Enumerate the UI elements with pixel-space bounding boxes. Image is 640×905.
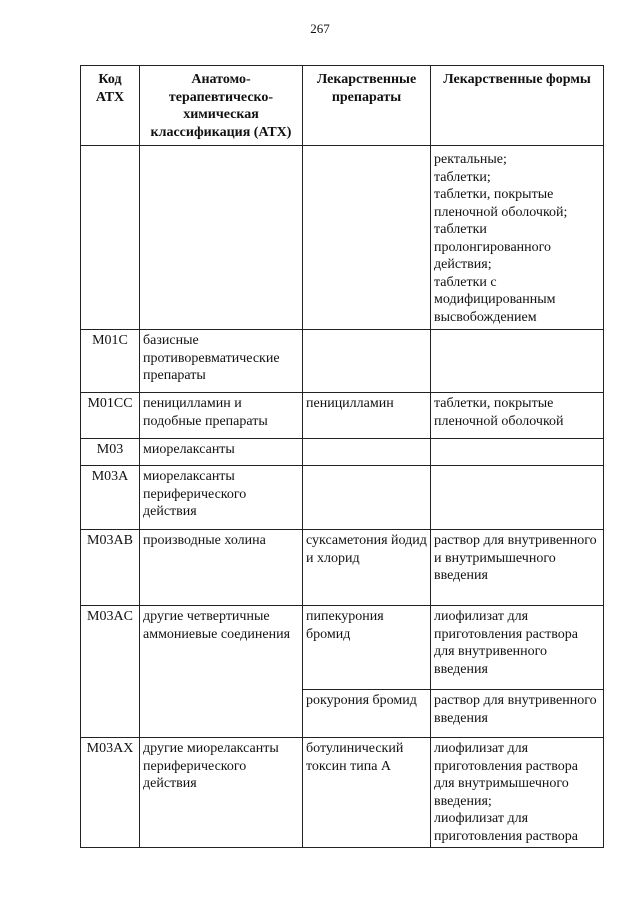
header-drugs: Лекарственные препараты	[303, 66, 431, 146]
header-dosage-forms: Лекарственные формы	[431, 66, 604, 146]
header-atc-classification: Анатомо-терапевтическо-химическая классификация (АТХ)	[140, 66, 303, 146]
form-cell: раствор для внутривенного введения	[431, 690, 604, 738]
code-cell: M03A	[81, 466, 140, 530]
drug-cell: ботулинический токсин типа А	[303, 738, 431, 848]
code-cell: M03	[81, 439, 140, 466]
code-cell: M01CC	[81, 393, 140, 439]
code-cell	[81, 146, 140, 330]
table-row	[81, 738, 604, 848]
table-header-row	[81, 66, 604, 146]
header-atc-code: Код АТХ	[81, 66, 140, 146]
code-cell: M03AB	[81, 530, 140, 606]
class-cell: базисные противоревматические препараты	[140, 330, 303, 393]
table-row	[81, 146, 604, 330]
form-cell: ректальные; таблетки; таблетки, покрытые пленочной оболочкой; таблетки пролонгированного действия; таблетки с модифицированным высвобождением	[431, 146, 604, 330]
form-cell	[431, 439, 604, 466]
class-cell: миорелаксанты	[140, 439, 303, 466]
class-cell: производные холина	[140, 530, 303, 606]
drug-cell	[303, 439, 431, 466]
class-cell: пеницилламин и подобные препараты	[140, 393, 303, 439]
form-cell	[431, 466, 604, 530]
table-row	[81, 466, 604, 530]
drug-cell: суксаметония йодид и хлорид	[303, 530, 431, 606]
drug-cell	[303, 146, 431, 330]
class-cell: другие миорелаксанты периферического действия	[140, 738, 303, 848]
code-cell: M01C	[81, 330, 140, 393]
drug-cell	[303, 330, 431, 393]
drug-cell: рокурония бромид	[303, 690, 431, 738]
form-cell: лиофилизат для приготовления раствора для внутримышечного введения; лиофилизат для приготовления раствора	[431, 738, 604, 848]
table-row	[81, 530, 604, 606]
class-cell	[140, 146, 303, 330]
drug-cell	[303, 466, 431, 530]
table-row	[81, 393, 604, 439]
table-row	[81, 330, 604, 393]
class-cell: миорелаксанты периферического действия	[140, 466, 303, 530]
form-cell: лиофилизат для приготовления раствора для внутривенного введения	[431, 606, 604, 690]
class-cell: другие четвертичные аммониевые соединения	[140, 606, 303, 738]
code-cell: M03AC	[81, 606, 140, 738]
table-row	[81, 439, 604, 466]
code-cell: M03AX	[81, 738, 140, 848]
drug-cell: пипекурония бромид	[303, 606, 431, 690]
form-cell	[431, 330, 604, 393]
form-cell: таблетки, покрытые пленочной оболочкой	[431, 393, 604, 439]
form-cell: раствор для внутривенного и внутримышечного введения	[431, 530, 604, 606]
drug-cell: пеницилламин	[303, 393, 431, 439]
atc-table	[80, 65, 604, 848]
page-number: 267	[310, 21, 330, 36]
table-row	[81, 606, 604, 690]
